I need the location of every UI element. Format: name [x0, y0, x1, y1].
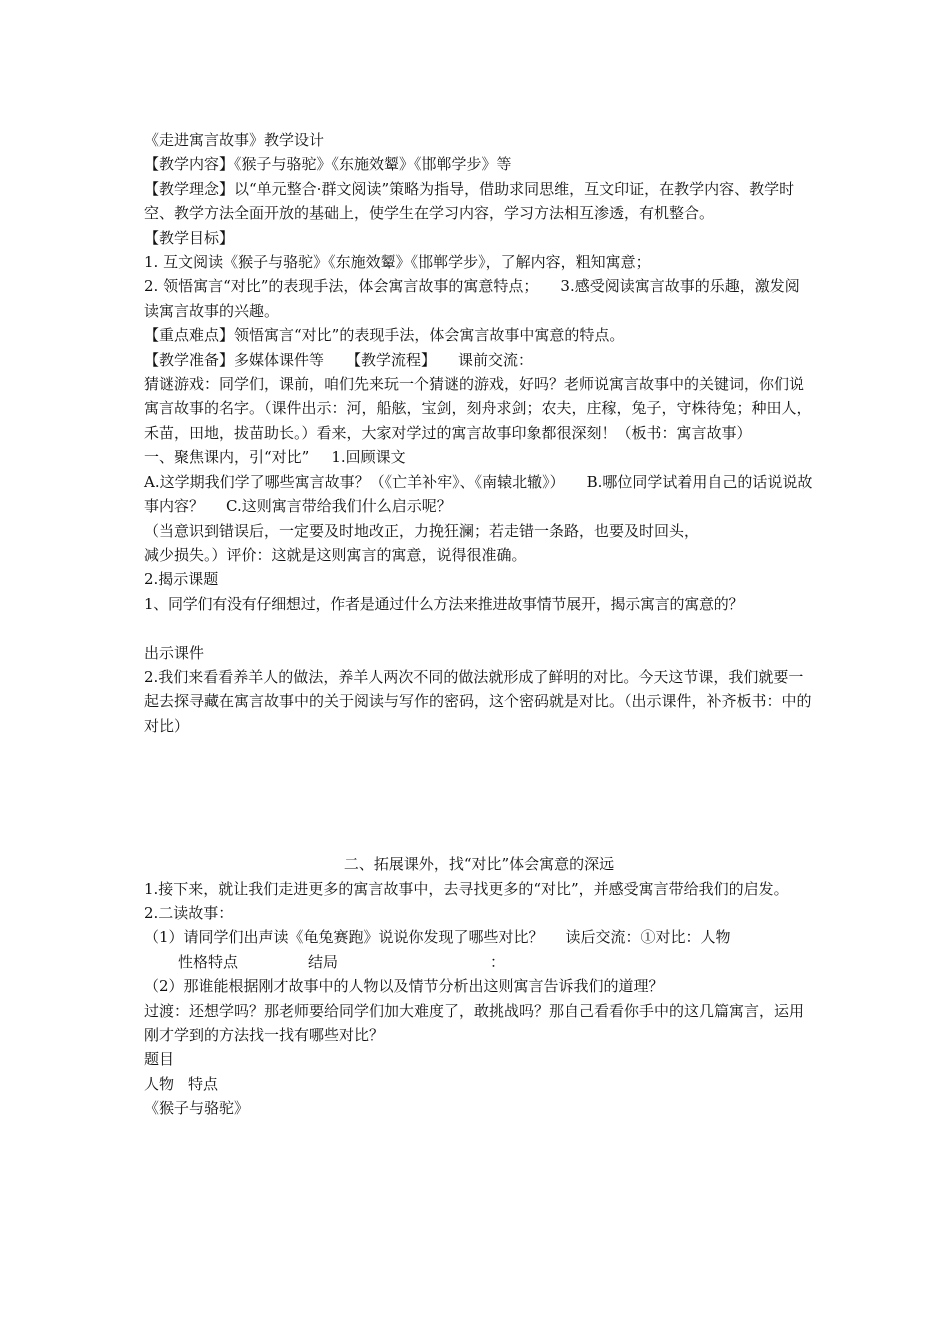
document-body [144, 128, 814, 1121]
review-heading: 1.回顾课文 [331, 448, 406, 467]
section-2-heading: 二、拓展课外，找“对比”体会寓意的深远 [343, 855, 615, 874]
flow-heading: 【教学流程】 [346, 350, 437, 369]
reveal-heading: 2.揭示课题 [144, 570, 219, 589]
teaching-concept: 【教学理念】以“单元整合·群文阅读”策略为指导，借助求同思维，互文印证，在教学内容、教学时空、教学方法全面开放的基础上，使学生在学习内容，学习方法相互渗透，有机整合。 [144, 179, 795, 223]
reading-task-2: （2）那谁能根据刚才故事中的人物以及情节分析出这则寓言告诉我们的道理？ [144, 977, 664, 996]
contrast-columns [144, 950, 814, 974]
page-spacer [144, 738, 814, 852]
question-b: B.哪位同学试着用自己的话说说故事内容？ [144, 472, 813, 516]
goal-item-1: 1. 互文阅读《猴子与骆驼》《东施效颦》《邯郸学步》，了解内容，粗知寓意； [144, 253, 651, 272]
key-points: 【重点难点】领悟寓言“对比”的表现手法，体会寓言故事中寓意的特点。 [144, 326, 625, 345]
goal-item-3: 3.感受阅读寓言故事的乐趣，激发阅读寓言故事的兴趣。 [144, 277, 800, 320]
column-personality: 性格特点 [178, 952, 239, 971]
transition-paragraph: 过渡：还想学吗？那老师要给同学们加大难度了，敢挑战吗？那自己看看你手中的这几篇寓言，运用刚才学到的方法找一找有哪些对比？ [144, 1001, 805, 1044]
goal-heading: 【教学目标】 [144, 228, 235, 247]
reading-task-1-question: （1）请同学们出声读《龟兔赛跑》说说你发现了哪些对比？ [144, 928, 544, 947]
reading-task-1-exchange: 读后交流：①对比：人物 [565, 928, 731, 947]
prep-line [144, 348, 814, 372]
questions-paragraph [144, 470, 814, 519]
contrast-paragraph: 2.我们来看看养羊人的做法，养羊人两次不同的做法就形成了鲜明的对比。今天这节课，我们就要一起去探寻藏在寓言故事中的关于阅读与写作的密码，这个密码就是对比。（出示课件，补齐板书：中的对比） [144, 667, 812, 735]
teaching-content: 【教学内容】《猴子与骆驼》《东施效颦》《邯郸学步》等 [144, 155, 512, 174]
blank-line [144, 616, 814, 640]
table-title: 题目 [144, 1050, 175, 1069]
question-a: A.这学期我们学了哪些寓言故事？（《亡羊补牢》、《南辕北辙》） [144, 472, 565, 491]
prep-materials: 【教学准备】多媒体课件等 [144, 350, 325, 369]
table-header-character: 人物 [144, 1074, 175, 1093]
table-header-trait: 特点 [188, 1074, 219, 1093]
answer-line-1: （当意识到错误后，一定要及时地改正，力挽狂澜；若走错一条路，也要及时回头， [144, 521, 700, 540]
section-1-line [144, 445, 814, 469]
answer-line-2: 减少损失。）评价：这就是这则寓言的寓意，说得很准确。 [144, 545, 527, 564]
section-1-heading: 一、聚焦课内，引“对比” [144, 448, 310, 467]
reveal-question: 1、同学们有没有仔细想过，作者是通过什么方法来推进故事情节展开，揭示寓言的寓意的？ [144, 594, 744, 613]
riddle-paragraph: 猜谜游戏：同学们，课前，咱们先来玩一个猜谜的游戏，好吗？老师说寓言故事中的关键词，你们说寓言故事的名字。（课件出示：河，船舷，宝剑，刻舟求剑；农夫，庄稼，兔子，守株待兔；种田人，禾苗，田地，拔苗助长。）看来，大家对学过的寓言故事印象都很深刻！（板书：寓言故事） [144, 375, 812, 442]
doc-title: 《走进寓言故事》教学设计 [144, 131, 325, 149]
pre-class-heading: 课前交流： [458, 350, 534, 369]
goal-item-2: 2. 领悟寓言“对比”的表现手法，体会寓言故事的寓意特点； [144, 277, 539, 296]
section-2-item-1: 1.接下来，就让我们走进更多的寓言故事中，去寻找更多的“对比”，并感受寓言带给我们的启发。 [144, 879, 789, 898]
column-ending: 结局 [308, 952, 339, 971]
column-colon: ： [490, 952, 506, 971]
section-2-item-2: 2.二读故事： [144, 903, 234, 922]
show-courseware: 出示课件 [144, 643, 205, 662]
question-c: C.这则寓言带给我们什么启示呢？ [226, 497, 452, 516]
reading-task-1 [144, 925, 814, 949]
goal-item-2-3 [144, 274, 814, 323]
table-header [144, 1072, 814, 1096]
table-row-1: 《猴子与骆驼》 [144, 1099, 250, 1118]
